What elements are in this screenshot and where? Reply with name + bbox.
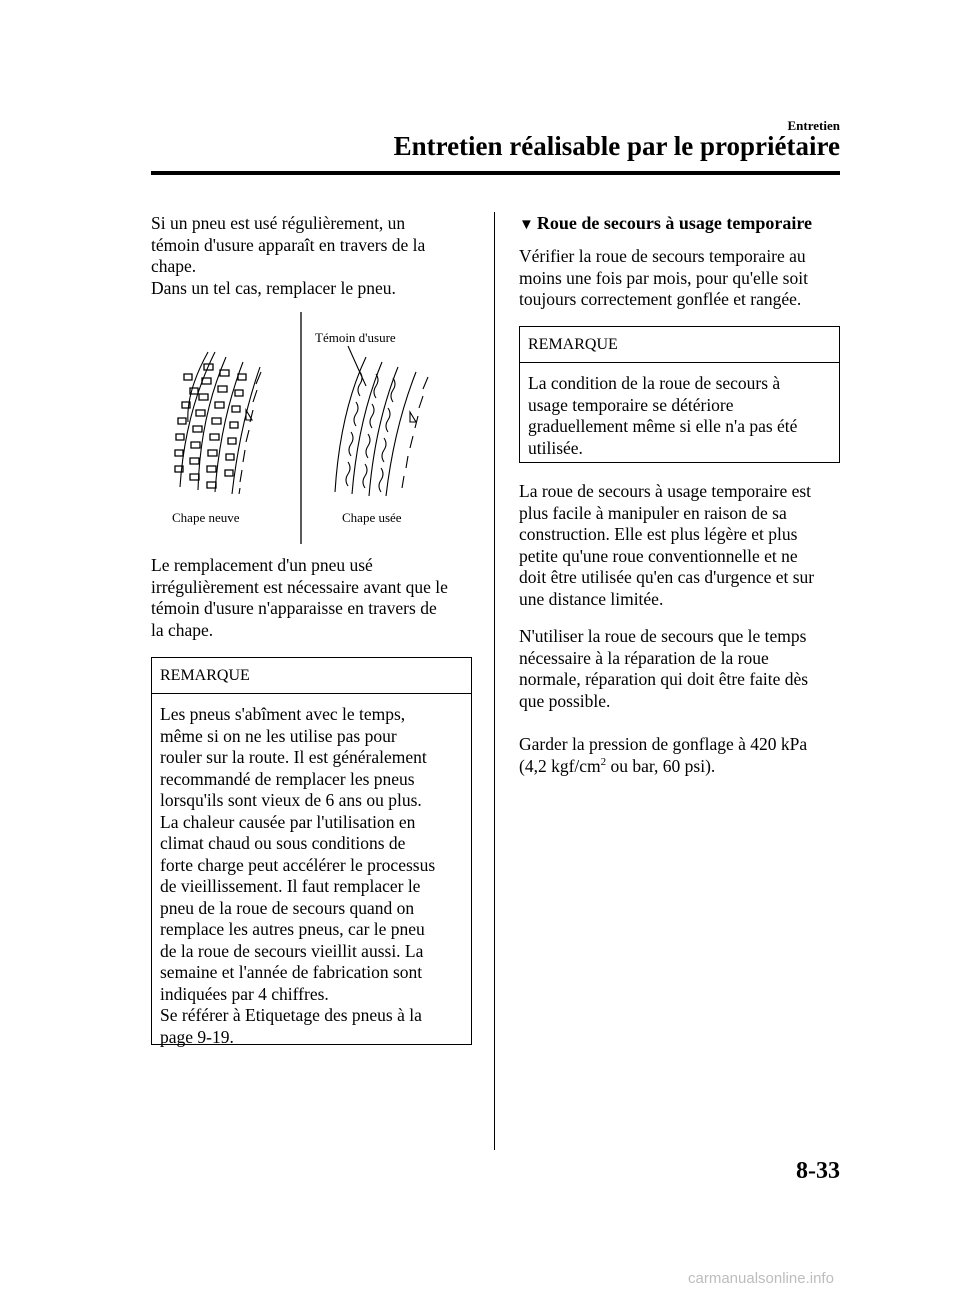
label-worn-tread: Chape usée bbox=[342, 510, 402, 525]
text-line: de vieillissement. Il faut remplacer le bbox=[160, 876, 421, 896]
spare-check-paragraph bbox=[519, 246, 844, 311]
note-title: REMARQUE bbox=[152, 658, 471, 694]
superscript: 2 bbox=[600, 755, 607, 768]
text-line: normale, réparation qui doit être faite dès bbox=[519, 669, 809, 689]
text-line: Garder la pression de gonflage à 420 kPa bbox=[519, 734, 808, 754]
spare-handling-paragraph bbox=[519, 481, 844, 610]
text-line: recommandé de remplacer les pneus bbox=[160, 768, 415, 789]
text-line: doit être utilisée qu'en cas d'urgence et sur bbox=[519, 567, 815, 587]
text-line: usage temporaire se détériore bbox=[528, 394, 734, 415]
replacement-paragraph bbox=[151, 555, 476, 641]
text-line: une distance limitée. bbox=[519, 588, 664, 609]
section-label: Entretien bbox=[787, 118, 840, 133]
note-title: REMARQUE bbox=[520, 327, 839, 363]
intro-paragraph bbox=[151, 213, 476, 299]
text-line: que possible. bbox=[519, 690, 611, 711]
chapter-title: Entretien réalisable par le propriétaire bbox=[393, 131, 840, 161]
text-line: semaine et l'année de fabrication sont bbox=[160, 962, 423, 982]
text-line: plus facile à manipuler en raison de sa bbox=[519, 502, 787, 523]
text-line: remplace les autres pneus, car le pneu bbox=[160, 919, 425, 939]
header-rule bbox=[151, 171, 840, 175]
label-new-tread: Chape neuve bbox=[172, 510, 240, 525]
text-line: La condition de la roue de secours à bbox=[528, 373, 781, 393]
text-line: pneu de la roue de secours quand on bbox=[160, 897, 415, 918]
text-line: forte charge peut accélérer le processus bbox=[160, 854, 436, 875]
label-wear-indicator: Témoin d'usure bbox=[315, 330, 396, 345]
note-box-tire-aging bbox=[151, 657, 472, 1045]
text-line: même si on ne les utilise pas pour bbox=[160, 725, 397, 746]
text-line: climat chaud ou sous conditions de bbox=[160, 833, 406, 853]
text-line: nécessaire à la réparation de la roue bbox=[519, 647, 769, 668]
text-line: N'utiliser la roue de secours que le temps bbox=[519, 626, 807, 646]
text-line: construction. Elle est plus légère et plus bbox=[519, 524, 798, 544]
tread-wear-figure bbox=[160, 312, 460, 544]
text-line: La chaleur causée par l'utilisation en bbox=[160, 811, 416, 832]
text-line: témoin d'usure apparaît en travers de la bbox=[151, 234, 426, 255]
section-heading-spare-wheel bbox=[519, 213, 812, 234]
heading-text: Roue de secours à usage temporaire bbox=[536, 213, 812, 233]
spare-usage-paragraph bbox=[519, 626, 844, 712]
note-body bbox=[152, 694, 471, 1058]
text-line: Se référer à Etiquetage des pneus à la bbox=[160, 1005, 422, 1025]
text-line: lorsqu'ils sont vieux de 6 ans ou plus. bbox=[160, 790, 422, 810]
text-line: graduellement même si elle n'a pas été bbox=[528, 416, 798, 436]
text-line: moins une fois par mois, pour qu'elle soit bbox=[519, 267, 808, 288]
text-line: Le remplacement d'un pneu usé bbox=[151, 555, 373, 575]
text-line: témoin d'usure n'apparaisse en travers de bbox=[151, 598, 437, 618]
text-line: La roue de secours à usage temporaire est bbox=[519, 481, 812, 501]
page-number: 8-33 bbox=[796, 1158, 840, 1184]
triangle-down-icon: ▼ bbox=[519, 217, 534, 233]
text-line: Vérifier la roue de secours temporaire au bbox=[519, 246, 806, 266]
text-line: petite qu'une roue conventionnelle et ne bbox=[519, 545, 798, 566]
text-line: indiquées par 4 chiffres. bbox=[160, 983, 329, 1004]
text-line: la chape. bbox=[151, 619, 214, 640]
note-body bbox=[520, 363, 839, 469]
text-line: Dans un tel cas, remplacer le pneu. bbox=[151, 277, 396, 298]
text-line: Les pneus s'abîment avec le temps, bbox=[160, 704, 406, 724]
text-line: de la roue de secours vieillit aussi. La bbox=[160, 940, 424, 961]
text-line: (4,2 kgf/$cm^2$ ou bar, 60 psi). bbox=[519, 755, 716, 776]
text-line: rouler sur la route. Il est généralement bbox=[160, 747, 427, 767]
note-box-spare-condition bbox=[519, 326, 840, 463]
text-line: Si un pneu est usé régulièrement, un bbox=[151, 213, 406, 233]
text-line: chape. bbox=[151, 256, 197, 276]
watermark: carmanualsonline.info bbox=[688, 1270, 834, 1287]
text-line: toujours correctement gonflée et rangée. bbox=[519, 289, 802, 309]
text-line: page 9-19. bbox=[160, 1026, 234, 1047]
column-divider bbox=[494, 212, 495, 1150]
text-line: utilisée. bbox=[528, 437, 583, 458]
text-line: irrégulièrement est nécessaire avant que le bbox=[151, 576, 448, 597]
spare-pressure-paragraph bbox=[519, 734, 844, 777]
